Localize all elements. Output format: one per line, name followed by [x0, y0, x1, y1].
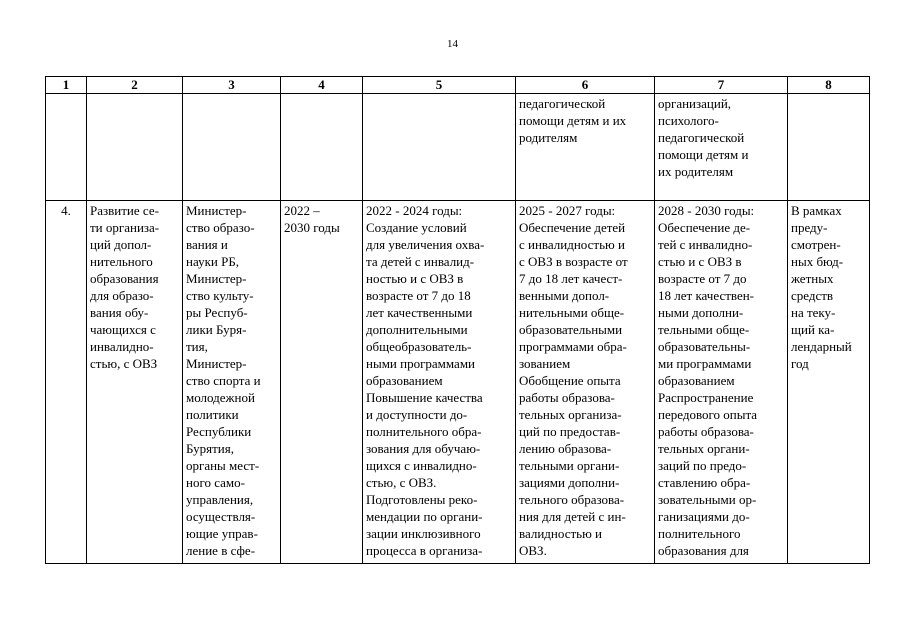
- column-header-4: 4: [281, 77, 363, 94]
- row-number: 4.: [61, 203, 71, 218]
- result-2025-2027-text: 2025 - 2027 годы: Обеспечение детей с инвалидностью и с ОВЗ в возрасте от 7 до 18 лет качест- венными допол- нительными обще- образовательными программами обра- зованием Обобщение опыта работы образова- тельных организа- ций по предостав- лению образова- тельными органи- зациями дополни- тельного образова- ния для детей с ин- валидностью и ОВЗ.: [519, 203, 628, 558]
- result-2028-2030-cell: [655, 201, 788, 564]
- column-header-5: 5: [363, 77, 516, 94]
- period-text: 2022 – 2030 годы: [284, 203, 340, 235]
- column-header-3: 3: [183, 77, 281, 94]
- result-2028-2030-text: 2028 - 2030 годы: Обеспечение де- тей с инвалидно- стью и с ОВЗ в возрасте от 7 до 18 лет качествен- ными дополни- тельными обще- образовательны- ми программами образованием Распространение передового опыта работы образова- тельных органи- заций по предо- ставлению обра- зовательными ор- ганизациями до- полнительного образования для: [658, 203, 758, 558]
- continuation-row: [46, 94, 870, 201]
- funding-text: В рамках преду- смотрен- ных бюд- жетных средств на теку- щий ка- лендарный год: [791, 203, 852, 371]
- column-header-1: 1: [46, 77, 87, 94]
- cont-cell-5: [363, 94, 516, 201]
- cont-cell-6-text: педагогической помощи детям и их родителям: [519, 96, 627, 145]
- column-header-8: 8: [788, 77, 870, 94]
- activity-text: Развитие се- ти организа- ций допол- нительного образования для образо- вания обу- чающихся с инвалидно- стью, с ОВЗ: [90, 203, 160, 371]
- activity-cell: [87, 201, 183, 564]
- column-header-6: 6: [516, 77, 655, 94]
- responsible-cell: [183, 201, 281, 564]
- row-number-cell: [46, 201, 87, 564]
- cont-cell-4: [281, 94, 363, 201]
- responsible-text: Министер- ство образо- вания и науки РБ, Министер- ство культу- ры Респуб- лики Буря- тия, Министер- ство спорта и молодежной политики Республики Бурятия, органы мест- ного само- управления, осуществля- ющие управ- ление в сфе-: [186, 203, 261, 558]
- page-number: 14: [447, 38, 458, 50]
- cont-cell-6: [516, 94, 655, 201]
- cont-cell-7-text: организаций, психолого- педагогической помощи детям и их родителям: [658, 96, 749, 179]
- column-header-7: 7: [655, 77, 788, 94]
- cont-cell-8: [788, 94, 870, 201]
- funding-cell: [788, 201, 870, 564]
- period-cell: [281, 201, 363, 564]
- table-header-row: [46, 77, 870, 94]
- measures-table: [45, 76, 870, 564]
- result-2025-2027-cell: [516, 201, 655, 564]
- column-header-2: 2: [87, 77, 183, 94]
- cont-cell-7: [655, 94, 788, 201]
- cont-cell-3: [183, 94, 281, 201]
- result-2022-2024-text: 2022 - 2024 годы: Создание условий для увеличения охва- та детей с инвалид- ностью и с ОВЗ в возрасте от 7 до 18 лет качественными дополнительными общеобразователь- ными программами образованием Повышение качества и доступности до- полнительного обра- зования для обучаю- щихся с инвалидно- стью, с ОВЗ. Подготовлены реко- мендации по органи- зации инклюзивного процесса в организа-: [366, 203, 485, 558]
- cont-cell-1: [46, 94, 87, 201]
- cont-cell-2: [87, 94, 183, 201]
- result-2022-2024-cell: [363, 201, 516, 564]
- table-row-4: [46, 201, 870, 564]
